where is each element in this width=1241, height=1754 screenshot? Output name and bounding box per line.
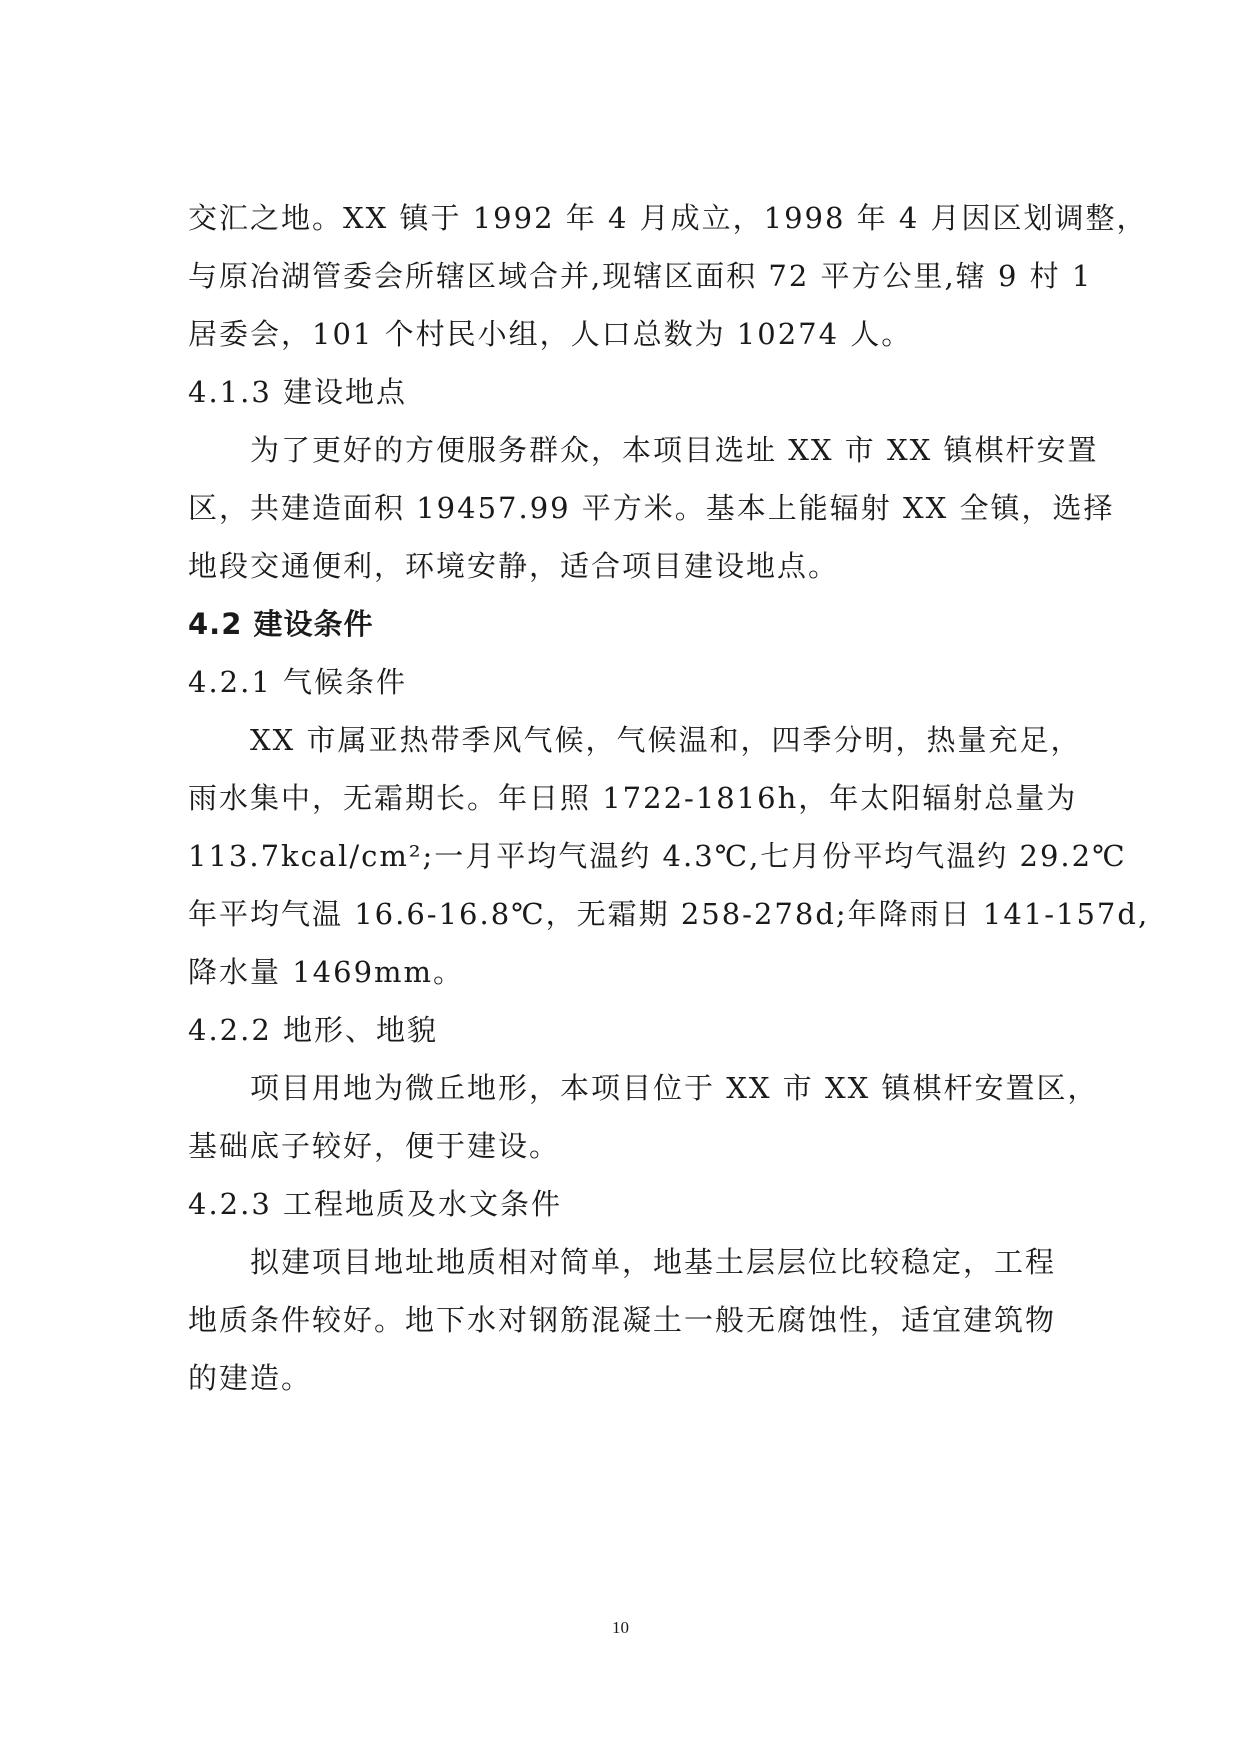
- paragraph-line: 基础底子较好，便于建设。: [188, 1129, 561, 1163]
- section-heading-4-2-1: 4.2.1 气候条件: [188, 665, 408, 699]
- paragraph-line: 为了更好的方便服务群众，本项目选址 XX 市 XX 镇棋杆安置: [250, 433, 1099, 467]
- paragraph-line: 的建造。: [188, 1361, 313, 1395]
- section-heading-4-2: 4.2 建设条件: [188, 607, 374, 641]
- paragraph-line: 113.7kcal/cm²;一月平均气温约 4.3℃,七月份平均气温约 29.2℃: [188, 839, 1127, 873]
- paragraph-line: 地质条件较好。地下水对钢筋混凝土一般无腐蚀性，适宜建筑物: [188, 1303, 1057, 1337]
- page-number: 10: [612, 1618, 629, 1637]
- paragraph-line: 年平均气温 16.6-16.8℃，无霜期 258-278d;年降雨日 141-157d,: [188, 897, 1150, 931]
- section-heading-4-2-3: 4.2.3 工程地质及水文条件: [188, 1187, 563, 1221]
- paragraph-line: 与原冶湖管委会所辖区域合并,现辖区面积 72 平方公里,辖 9 村 1: [188, 259, 1093, 293]
- paragraph-line: 项目用地为微丘地形，本项目位于 XX 市 XX 镇棋杆安置区，: [250, 1071, 1099, 1105]
- paragraph-line: 交汇之地。XX 镇于 1992 年 4 月成立，1998 年 4 月因区划调整，: [188, 201, 1148, 235]
- section-heading-4-2-2: 4.2.2 地形、地貌: [188, 1013, 439, 1047]
- paragraph-line: 区，共建造面积 19457.99 平方米。基本上能辐射 XX 全镇，选择: [188, 491, 1115, 525]
- paragraph-line: 降水量 1469mm。: [188, 955, 465, 989]
- paragraph-line: 雨水集中，无霜期长。年日照 1722-1816h，年太阳辐射总量为: [188, 781, 1078, 815]
- paragraph-line: 拟建项目地址地质相对简单，地基土层层位比较稳定，工程: [250, 1245, 1057, 1279]
- document-page: [188, 0, 1150, 1754]
- section-heading-4-1-3: 4.1.3 建设地点: [188, 375, 408, 409]
- paragraph-line: XX 市属亚热带季风气候，气候温和，四季分明，热量充足，: [250, 723, 1082, 757]
- paragraph-line: 居委会，101 个村民小组，人口总数为 10274 人。: [188, 317, 913, 351]
- paragraph-line: 地段交通便利，环境安静，适合项目建设地点。: [188, 549, 840, 583]
